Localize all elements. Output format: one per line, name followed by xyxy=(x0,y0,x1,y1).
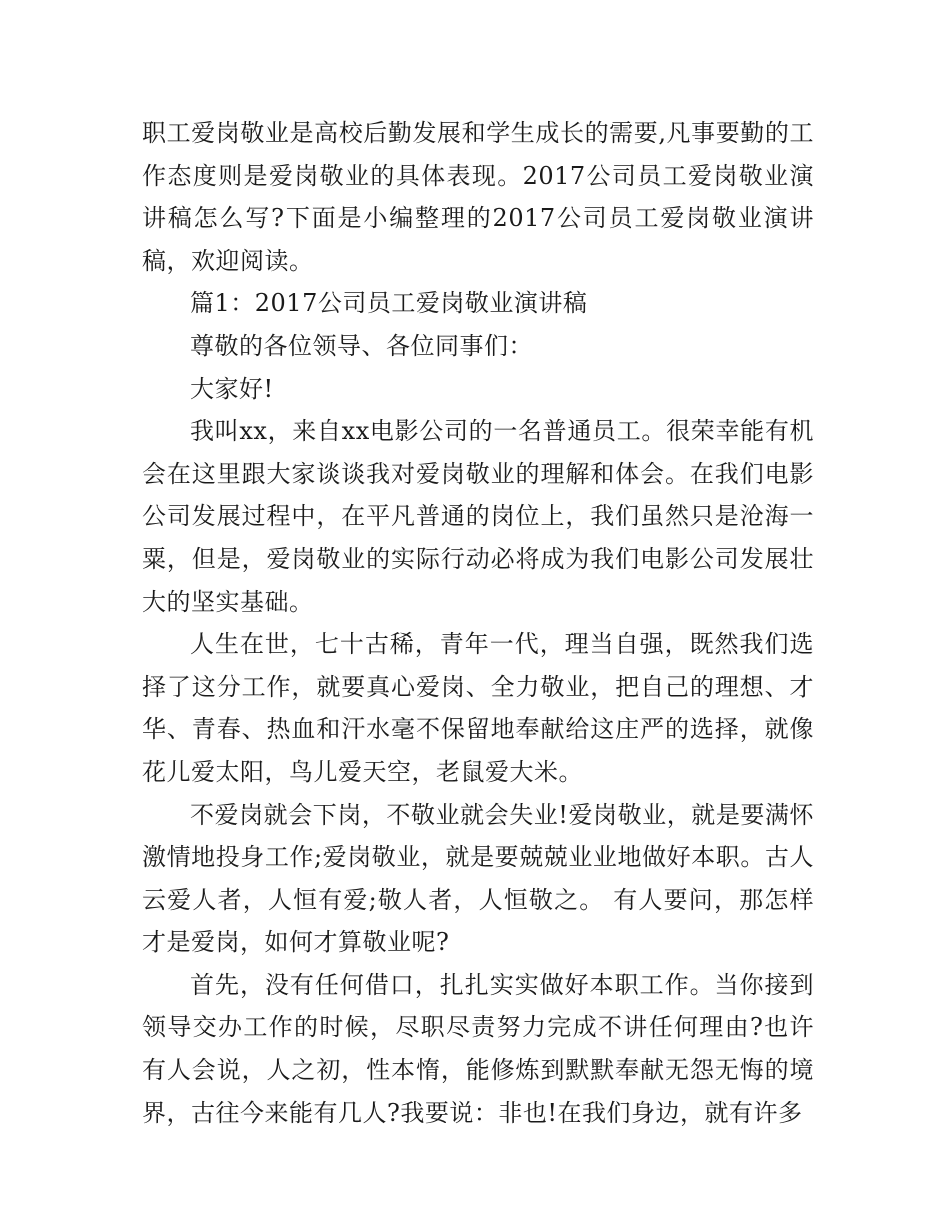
paragraph-self-introduction: 我叫xx，来自xx电影公司的一名普通员工。很荣幸能有机会在这里跟大家谈谈我对爱岗敬业的理解和体会。在我们电影公司发展过程中，在平凡普通的岗位上，我们虽然只是沧海一粟，但是，爱岗敬业的实际行动必将成为我们电影公司发展壮大的坚实基础。 xyxy=(142,417,814,616)
paragraph-first-point: 首先，没有任何借口，扎扎实实做好本职工作。当你接到领导交办工作的时候，尽职尽责努力完成不讲任何理由?也许有人会说，人之初，性本惰，能修炼到默默奉献无怨无悔的境界，古往今来能有几人?我要说：非也!在我们身边，就有许多 xyxy=(142,970,814,1127)
paragraph-dedication: 不爱岗就会下岗，不敬业就会失业!爱岗敬业，就是要满怀激情地投身工作;爱岗敬业，就是要兢兢业业地做好本职。古人云爱人者，人恒有爱;敬人者，人恒敬之。 有人要问，那怎样才是爱岗，如何才算敬业呢? xyxy=(142,800,814,957)
paragraph-intro: 职工爱岗敬业是高校后勤发展和学生成长的需要,凡事要勤的工作态度则是爱岗敬业的具体表现。2017公司员工爱岗敬业演讲稿怎么写?下面是小编整理的2017公司员工爱岗敬业演讲稿，欢迎阅读。 xyxy=(142,119,814,275)
paragraph-greeting: 大家好! xyxy=(190,374,274,403)
document-body xyxy=(142,112,814,1134)
paragraph-salutation: 尊敬的各位领导、各位同事们： xyxy=(190,331,533,360)
paragraph-section-title: 篇1：2017公司员工爱岗敬业演讲稿 xyxy=(190,289,588,318)
paragraph-life-reflection: 人生在世，七十古稀，青年一代，理当自强，既然我们选择了这分工作，就要真心爱岗、全力敬业，把自己的理想、才华、青春、热血和汗水毫不保留地奉献给这庄严的选择，就像花儿爱太阳，鸟儿爱天空，老鼠爱大米。 xyxy=(142,630,814,786)
